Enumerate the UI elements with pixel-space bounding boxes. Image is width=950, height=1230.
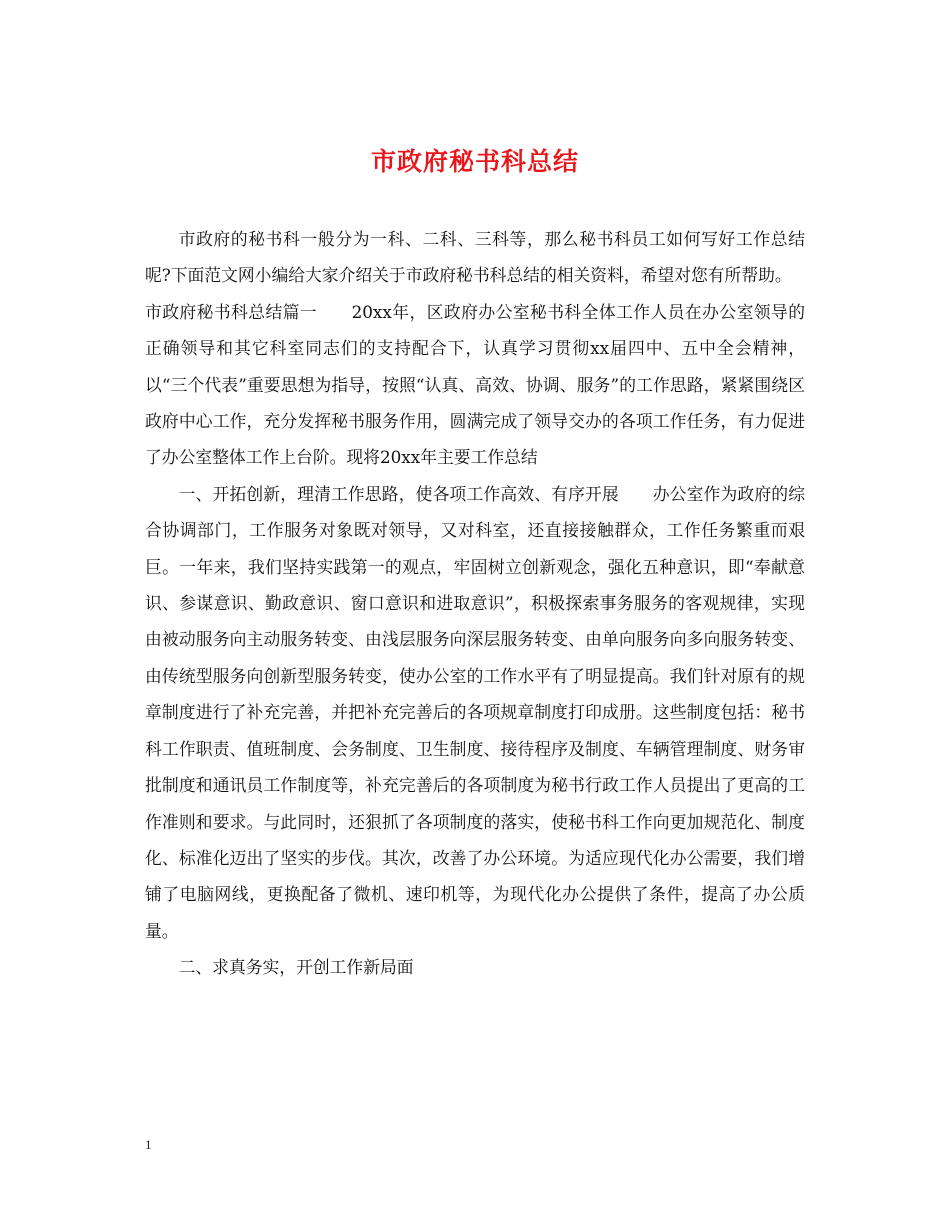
- page-number: 1: [145, 1137, 152, 1152]
- section-one-intro-paragraph: 市政府秘书科总结篇一 20xx年，区政府办公室秘书科全体工作人员在办公室领导的正确领导和其它科室同志们的支持配合下，认真学习贯彻xx届四中、五中全会精神，以“三个代表”重要思想为指导，按照“认真、高效、协调、服务”的工作思路，紧紧围绕区政府中心工作，充分发挥秘书服务作用，圆满完成了领导交办的各项工作任务，有力促进了办公室整体工作上台阶。现将20xx年主要工作总结: [145, 301, 805, 468]
- section-two-heading: 二、求真务实，开创工作新局面: [178, 957, 414, 978]
- intro-paragraph: 市政府的秘书科一般分为一科、二科、三科等，那么秘书科员工如何写好工作总结呢?下面范文网小编给大家介绍关于市政府秘书科总结的相关资料，希望对您有所帮助。: [145, 229, 805, 286]
- section-one-paragraph: 一、开拓创新，理清工作思路，使各项工作高效、有序开展 办公室作为政府的综合协调部门，工作服务对象既对领导，又对科室，还直接接触群众，工作任务繁重而艰巨。一年来，我们坚持实践第一的观点，牢固树立创新观念，强化五种意识，即“奉献意识、参谋意识、勤政意识、窗口意识和进取意识”，积极探索事务服务的客观规律，实现由被动服务向主动服务转变、由浅层服务向深层服务转变、由单向服务向多向服务转变、由传统型服务向创新型服务转变，使办公室的工作水平有了明显提高。我们针对原有的规章制度进行了补充完善，并把补充完善后的各项规章制度打印成册。这些制度包括：秘书科工作职责、值班制度、会务制度、卫生制度、接待程序及制度、车辆管理制度、财务审批制度和通讯员工作制度等，补充完善后的各项制度为秘书行政工作人员提出了更高的工作准则和要求。与此同时，还狠抓了各项制度的落实，使秘书科工作向更加规范化、制度化、标准化迈出了坚实的步伐。其次，改善了办公环境。为适应现代化办公需要，我们增铺了电脑网线，更换配备了微机、速印机等，为现代化办公提供了条件，提高了办公质量。: [145, 483, 805, 941]
- document-title: 市政府秘书科总结: [370, 147, 579, 176]
- document-body: [145, 221, 805, 986]
